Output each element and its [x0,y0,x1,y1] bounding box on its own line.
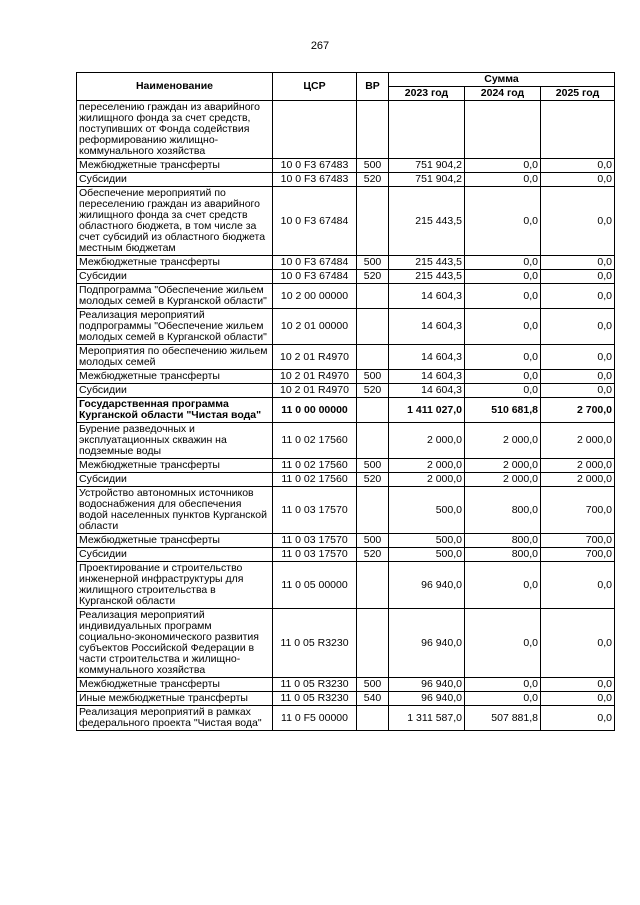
cell-csr: 11 0 02 17560 [273,423,357,459]
cell-vr: 500 [357,370,389,384]
cell-2025: 0,0 [541,284,615,309]
cell-name: Межбюджетные трансферты [77,370,273,384]
cell-2025: 0,0 [541,256,615,270]
cell-name: Субсидии [77,270,273,284]
table-row [77,534,615,548]
cell-vr [357,398,389,423]
cell-2023: 96 940,0 [389,678,465,692]
cell-csr: 10 2 01 R4970 [273,345,357,370]
cell-2025: 0,0 [541,706,615,731]
cell-2024: 2 000,0 [465,459,541,473]
header-csr: ЦСР [273,73,357,101]
cell-csr: 10 0 F3 67483 [273,159,357,173]
table-row [77,609,615,678]
cell-csr: 10 2 01 00000 [273,309,357,345]
table-row [77,370,615,384]
cell-vr [357,284,389,309]
cell-name: Субсидии [77,473,273,487]
cell-2024: 2 000,0 [465,423,541,459]
cell-2023: 14 604,3 [389,370,465,384]
cell-2024: 0,0 [465,187,541,256]
cell-2023: 215 443,5 [389,270,465,284]
cell-2023: 96 940,0 [389,609,465,678]
table-row [77,548,615,562]
cell-csr: 11 0 F5 00000 [273,706,357,731]
cell-name: Реализация мероприятий индивидуальных программ социально-экономического развития субъектов Российской Федерации в части строительства и жилищно-коммунального хозяйства [77,609,273,678]
cell-2025: 0,0 [541,370,615,384]
cell-csr: 10 2 01 R4970 [273,384,357,398]
cell-name: Межбюджетные трансферты [77,256,273,270]
cell-csr: 10 0 F3 67484 [273,256,357,270]
cell-2025: 0,0 [541,270,615,284]
cell-2023: 2 000,0 [389,459,465,473]
cell-2025: 0,0 [541,692,615,706]
cell-2023: 96 940,0 [389,692,465,706]
table-row [77,398,615,423]
cell-name: Межбюджетные трансферты [77,534,273,548]
cell-2023: 751 904,2 [389,159,465,173]
cell-name: Реализация мероприятий подпрограммы "Обеспечение жильем молодых семей в Курганской области" [77,309,273,345]
table-row [77,101,615,159]
cell-2024: 510 681,8 [465,398,541,423]
cell-vr: 520 [357,548,389,562]
cell-2024: 0,0 [465,173,541,187]
cell-2025: 0,0 [541,173,615,187]
cell-2024: 0,0 [465,692,541,706]
cell-csr: 10 2 00 00000 [273,284,357,309]
cell-name: Субсидии [77,548,273,562]
header-year-2024: 2024 год [465,87,541,101]
table-row [77,706,615,731]
cell-vr [357,187,389,256]
cell-2024: 0,0 [465,256,541,270]
cell-2025: 700,0 [541,487,615,534]
cell-vr [357,309,389,345]
cell-csr: 11 0 02 17560 [273,459,357,473]
table-row [77,345,615,370]
cell-2024: 0,0 [465,284,541,309]
table-row [77,487,615,534]
cell-2023: 751 904,2 [389,173,465,187]
cell-2023: 1 411 027,0 [389,398,465,423]
cell-2024: 0,0 [465,678,541,692]
cell-name: переселению граждан из аварийного жилищного фонда за счет средств, поступивших от Фонда содействия реформированию жилищно-коммунального хозяйства [77,101,273,159]
cell-csr: 11 0 00 00000 [273,398,357,423]
table-row [77,678,615,692]
cell-name: Субсидии [77,384,273,398]
cell-2025: 0,0 [541,159,615,173]
table-row [77,187,615,256]
cell-vr [357,487,389,534]
cell-2024: 0,0 [465,562,541,609]
cell-csr: 11 0 03 17570 [273,548,357,562]
header-sum: Сумма [389,73,615,87]
cell-2023: 500,0 [389,534,465,548]
cell-csr: 11 0 03 17570 [273,487,357,534]
header-vr: ВР [357,73,389,101]
cell-name: Обеспечение мероприятий по переселению граждан из аварийного жилищного фонда за счет средств областного бюджета, в том числе за счет субсидий из областного бюджета местным бюджетам [77,187,273,256]
cell-2023: 14 604,3 [389,309,465,345]
cell-vr: 500 [357,534,389,548]
table-row [77,309,615,345]
page-number: 267 [310,40,330,52]
cell-csr: 10 0 F3 67484 [273,187,357,256]
cell-2024: 800,0 [465,548,541,562]
cell-2023: 14 604,3 [389,345,465,370]
cell-vr: 520 [357,473,389,487]
cell-2024: 0,0 [465,345,541,370]
cell-vr: 540 [357,692,389,706]
cell-vr [357,345,389,370]
cell-2025: 0,0 [541,309,615,345]
cell-vr: 500 [357,159,389,173]
cell-name: Устройство автономных источников водоснабжения для обеспечения водой населенных пунктов Курганской области [77,487,273,534]
cell-2025: 0,0 [541,384,615,398]
header-name: Наименование [77,73,273,101]
cell-2023: 215 443,5 [389,187,465,256]
cell-csr: 11 0 03 17570 [273,534,357,548]
cell-name: Государственная программа Курганской области "Чистая вода" [77,398,273,423]
cell-vr [357,101,389,159]
cell-name: Межбюджетные трансферты [77,459,273,473]
cell-csr: 10 0 F3 67484 [273,270,357,284]
cell-csr: 11 0 05 R3230 [273,678,357,692]
cell-2023: 215 443,5 [389,256,465,270]
cell-2025: 2 000,0 [541,473,615,487]
cell-2025: 2 000,0 [541,459,615,473]
cell-2025: 0,0 [541,609,615,678]
table-row [77,284,615,309]
cell-name: Иные межбюджетные трансферты [77,692,273,706]
cell-vr [357,706,389,731]
cell-vr [357,423,389,459]
cell-2024: 0,0 [465,309,541,345]
header-year-2023: 2023 год [389,87,465,101]
table-row [77,173,615,187]
cell-name: Подпрограмма "Обеспечение жильем молодых семей в Курганской области" [77,284,273,309]
cell-2023: 500,0 [389,487,465,534]
cell-2023: 2 000,0 [389,473,465,487]
cell-vr: 500 [357,459,389,473]
cell-2024: 2 000,0 [465,473,541,487]
cell-csr: 11 0 05 R3230 [273,692,357,706]
cell-csr: 11 0 05 R3230 [273,609,357,678]
cell-name: Межбюджетные трансферты [77,159,273,173]
cell-2023: 14 604,3 [389,384,465,398]
cell-name: Бурение разведочных и эксплуатационных скважин на подземные воды [77,423,273,459]
cell-2023: 2 000,0 [389,423,465,459]
cell-2025 [541,101,615,159]
cell-2025: 0,0 [541,678,615,692]
cell-csr: 10 0 F3 67483 [273,173,357,187]
cell-2025: 700,0 [541,534,615,548]
cell-2023: 96 940,0 [389,562,465,609]
table-row [77,562,615,609]
cell-name: Мероприятия по обеспечению жильем молодых семей [77,345,273,370]
cell-name: Проектирование и строительство инженерной инфраструктуры для жилищного строительства в Курганской области [77,562,273,609]
cell-2023: 1 311 587,0 [389,706,465,731]
table-row [77,384,615,398]
cell-2023 [389,101,465,159]
table-row [77,473,615,487]
cell-2024: 507 881,8 [465,706,541,731]
header-year-2025: 2025 год [541,87,615,101]
table-row [77,270,615,284]
table-row [77,423,615,459]
table-row [77,159,615,173]
cell-2025: 2 700,0 [541,398,615,423]
cell-vr: 520 [357,173,389,187]
cell-2024: 0,0 [465,384,541,398]
cell-2025: 0,0 [541,345,615,370]
cell-vr: 520 [357,384,389,398]
cell-name: Межбюджетные трансферты [77,678,273,692]
cell-csr [273,101,357,159]
cell-csr: 11 0 02 17560 [273,473,357,487]
cell-2024: 0,0 [465,159,541,173]
cell-2025: 0,0 [541,187,615,256]
cell-vr: 500 [357,678,389,692]
table-row [77,459,615,473]
cell-2023: 500,0 [389,548,465,562]
cell-2024 [465,101,541,159]
cell-name: Реализация мероприятий в рамках федерального проекта "Чистая вода" [77,706,273,731]
cell-2023: 14 604,3 [389,284,465,309]
cell-csr: 10 2 01 R4970 [273,370,357,384]
cell-2025: 0,0 [541,562,615,609]
cell-2025: 2 000,0 [541,423,615,459]
cell-csr: 11 0 05 00000 [273,562,357,609]
cell-vr [357,609,389,678]
cell-2024: 0,0 [465,270,541,284]
table-row [77,692,615,706]
cell-2024: 0,0 [465,370,541,384]
cell-2024: 800,0 [465,487,541,534]
table-header [77,73,615,101]
cell-vr: 520 [357,270,389,284]
table-body [77,101,615,731]
cell-2025: 700,0 [541,548,615,562]
cell-2024: 0,0 [465,609,541,678]
budget-table [76,72,615,731]
cell-name: Субсидии [77,173,273,187]
cell-2024: 800,0 [465,534,541,548]
table-row [77,256,615,270]
cell-vr [357,562,389,609]
cell-vr: 500 [357,256,389,270]
